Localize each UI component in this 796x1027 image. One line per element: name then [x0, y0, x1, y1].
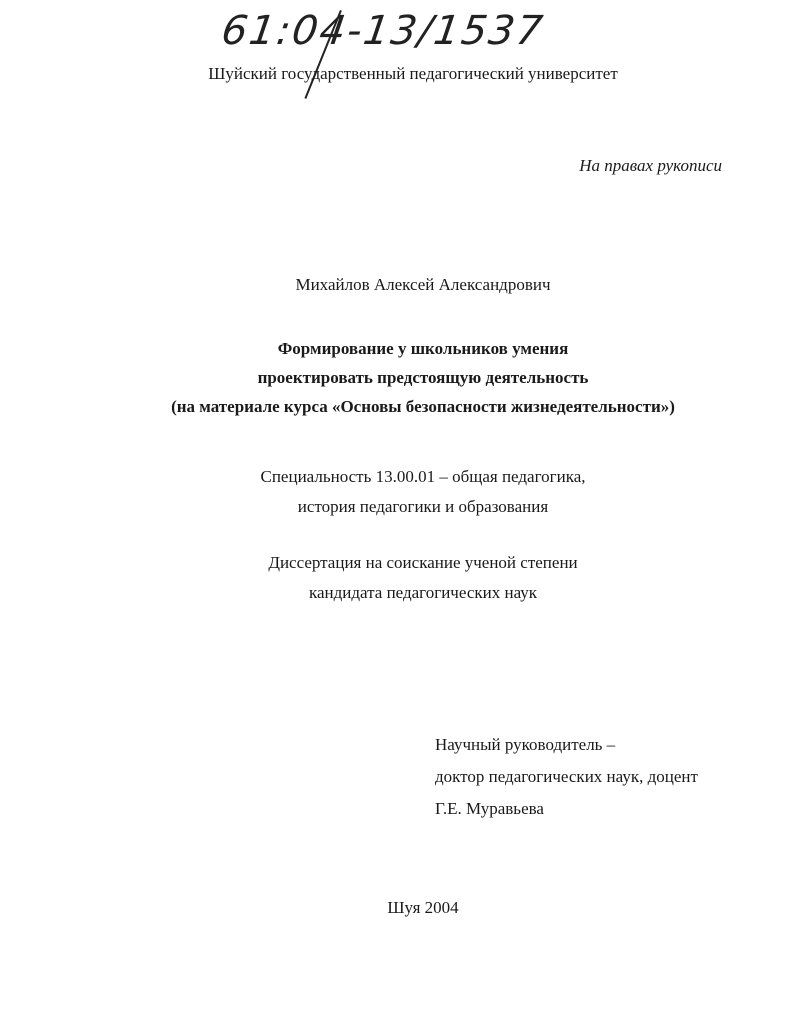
supervisor: [435, 729, 698, 825]
title-line: Формирование у школьников умения: [277, 339, 569, 358]
handwritten-catalog-number: 61:04-13/1537: [218, 8, 548, 54]
university-name: Шуйский государственный педагогический университет: [208, 64, 618, 83]
specialty-line: Специальность 13.00.01 – общая педагогика,: [260, 467, 586, 486]
title-line: проектировать предстоящую деятельность: [257, 368, 589, 387]
specialty-line: история педагогики и образования: [297, 497, 549, 516]
specialty: [0, 462, 796, 522]
author-name: Михайлов Алексей Александрович: [295, 275, 551, 294]
supervisor-line: Научный руководитель –: [435, 735, 616, 754]
dissertation-title: [0, 334, 796, 421]
degree-line: кандидата педагогических наук: [308, 583, 538, 602]
place-year: Шуя 2004: [387, 898, 459, 917]
title-line: (на материале курса «Основы безопасности жизнедеятельности»): [171, 397, 675, 416]
supervisor-line: Г.Е. Муравьева: [435, 799, 544, 818]
degree-line: Диссертация на соискание ученой степени: [268, 553, 578, 572]
supervisor-line: доктор педагогических наук, доцент: [435, 767, 698, 786]
rights-note: На правах рукописи: [579, 156, 722, 175]
degree: [0, 548, 796, 608]
